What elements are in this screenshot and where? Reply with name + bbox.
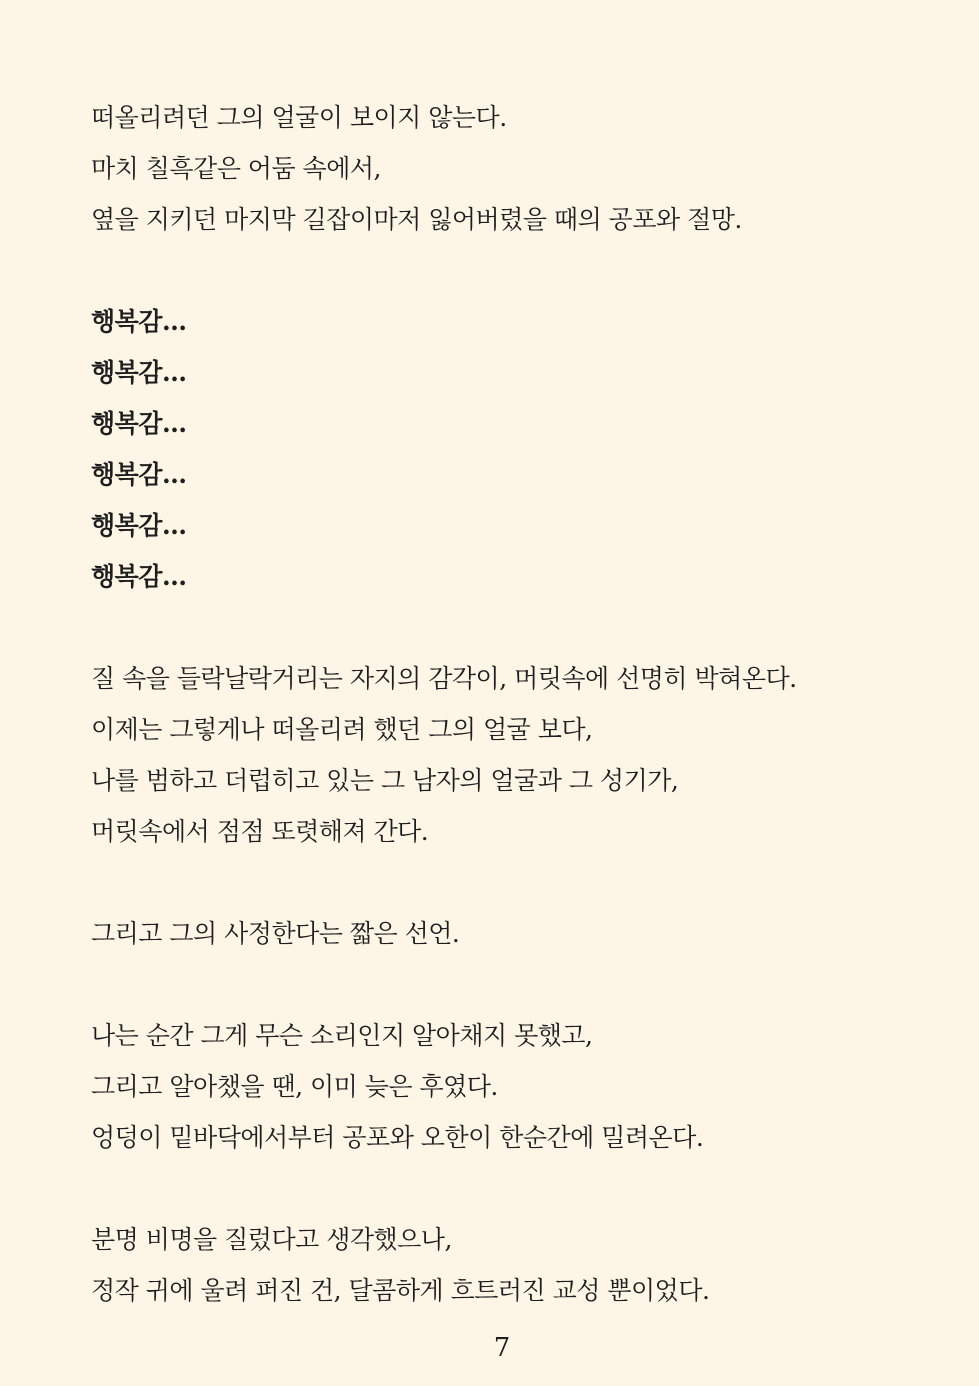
paragraph-gap (91, 1163, 931, 1214)
paragraph-gap (91, 245, 931, 296)
paragraph-3 (91, 653, 931, 857)
text-line: 마치 칠흑같은 어둠 속에서, (91, 154, 381, 183)
text-line: 질 속을 들락날락거리는 자지의 감각이, 머릿속에 선명히 박혀온다. (91, 664, 797, 693)
text-line: 엉덩이 밑바닥에서부터 공포와 오한이 한순간에 밀려온다. (91, 1123, 704, 1152)
text-line: 분명 비명을 질렀다고 생각했으나, (91, 1225, 452, 1254)
text-line: 나를 범하고 더럽히고 있는 그 남자의 얼굴과 그 성기가, (91, 766, 679, 795)
bold-text-line: 행복감… (91, 511, 187, 540)
paragraph-gap (91, 602, 931, 653)
bold-text-line: 행복감… (91, 409, 187, 438)
paragraph-gap (91, 857, 931, 908)
paragraph-5 (91, 1010, 931, 1163)
bold-text-line: 행복감… (91, 562, 187, 591)
bold-text-line: 행복감… (91, 460, 187, 489)
paragraph-1 (91, 92, 931, 245)
text-line: 그리고 그의 사정한다는 짧은 선언. (91, 919, 460, 948)
page-body (91, 92, 931, 1316)
text-line: 옆을 지키던 마지막 길잡이마저 잃어버렸을 때의 공포와 절망. (91, 205, 742, 234)
paragraph-2 (91, 296, 931, 602)
bold-text-line: 행복감… (91, 307, 187, 336)
page-number: 7 (493, 1333, 511, 1363)
paragraph-gap (91, 959, 931, 1010)
text-line: 그리고 알아챘을 땐, 이미 늦은 후였다. (91, 1072, 498, 1101)
text-line: 나는 순간 그게 무슨 소리인지 알아채지 못했고, (91, 1021, 593, 1050)
bold-text-line: 행복감… (91, 358, 187, 387)
paragraph-6 (91, 1214, 931, 1316)
text-line: 정작 귀에 울려 퍼진 건, 달콤하게 흐트러진 교성 뿐이었다. (91, 1276, 710, 1305)
text-line: 떠올리려던 그의 얼굴이 보이지 않는다. (91, 103, 507, 132)
paragraph-4 (91, 908, 931, 959)
text-line: 이제는 그렇게나 떠올리려 했던 그의 얼굴 보다, (91, 715, 593, 744)
text-line: 머릿속에서 점점 또렷해져 간다. (91, 817, 429, 846)
